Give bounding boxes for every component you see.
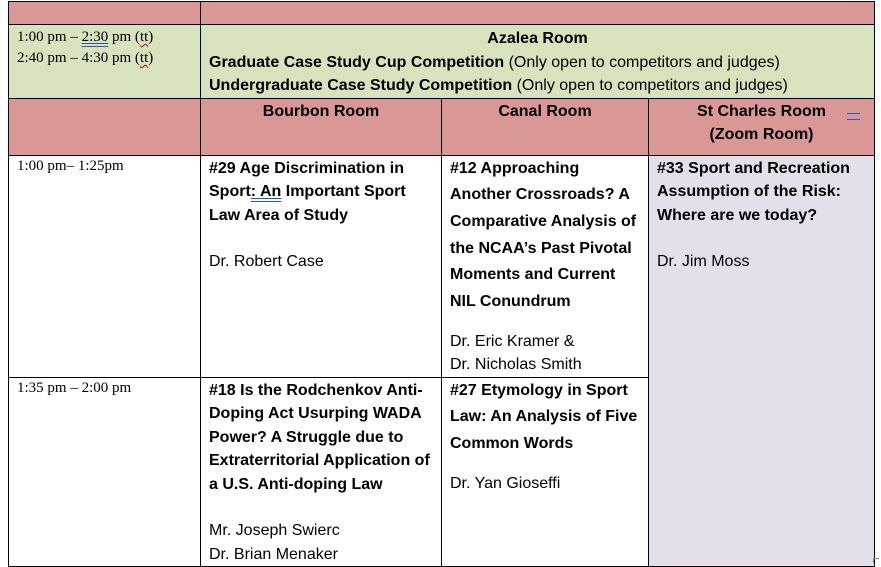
zoom-room-label: (Zoom Room) (709, 125, 814, 143)
double-underline-mark (847, 113, 860, 120)
canal-room-header: Canal Room (442, 98, 649, 155)
plenary-time-2: 2:40 pm – 4:30 pm (tt) (17, 50, 154, 66)
session-12-speaker-2: Dr. Nicholas Smith (450, 356, 582, 374)
session-33-title: #33 Sport and Recreation Assumption of the Risk: Where are we today? (657, 159, 850, 224)
undergraduate-competition: Undergraduate Case Study Competition (Only open to competitors and judges) (209, 77, 788, 94)
azalea-room-cell (201, 25, 875, 99)
session-27-title: #27 Etymology in Sport Law: An Analysis of Five Common Words (450, 381, 638, 453)
room-header-time-cell (9, 98, 201, 155)
session-18-speaker-2: Dr. Brian Menaker (209, 545, 338, 563)
stcharles-room-header (649, 98, 875, 155)
session-29-title: #29 Age Discrimination in Sport: An Important Sport Law Area of Study (209, 159, 406, 224)
slot-1-time: 1:00 pm– 1:25pm (9, 155, 201, 377)
plenary-time-cell (9, 25, 201, 99)
graduate-competition: Graduate Case Study Cup Competition (Only open to competitors and judges) (209, 53, 780, 71)
plenary-row (9, 25, 875, 99)
slot-1-bourbon-session (201, 155, 442, 377)
session-12-speaker-1: Dr. Eric Kramer & (450, 332, 575, 350)
header-spacer-row (9, 2, 875, 25)
session-18-title: #18 Is the Rodchenkov Anti-Doping Act Usurping WADA Power? A Struggle due to Extraterritorial Application of a U.S. Anti-doping Law (209, 381, 430, 493)
slot-1-canal-session (442, 155, 649, 377)
azalea-room-title: Azalea Room (487, 30, 588, 47)
schedule-table (8, 1, 875, 567)
plenary-time-1: 1:00 pm – 2:30 pm (tt) (17, 29, 154, 45)
session-18-speaker-1: Mr. Joseph Swierc (209, 522, 340, 540)
slot-2-bourbon-session (201, 377, 442, 567)
slot-2-canal-session (442, 377, 649, 567)
session-12-title: #12 Approaching Another Crossroads? A Comparative Analysis of the NCAA’s Past Pivotal Moments and Current NIL Conundrum (450, 159, 637, 311)
bourbon-room-header: Bourbon Room (201, 98, 442, 155)
stcharles-room-name: St Charles Room (697, 102, 826, 120)
page-corner-mark (873, 558, 879, 563)
spacer-cell-time (9, 2, 201, 25)
room-header-row (9, 98, 875, 155)
slot-row-1 (9, 155, 875, 377)
session-27-speaker: Dr. Yan Gioseffi (450, 474, 561, 492)
slot-2-time: 1:35 pm – 2:00 pm (9, 377, 201, 567)
session-29-speaker: Dr. Robert Case (209, 253, 324, 270)
session-33-speaker: Dr. Jim Moss (657, 253, 750, 270)
spacer-cell-rooms (201, 2, 875, 25)
slot-1-stcharles-session (649, 155, 875, 567)
